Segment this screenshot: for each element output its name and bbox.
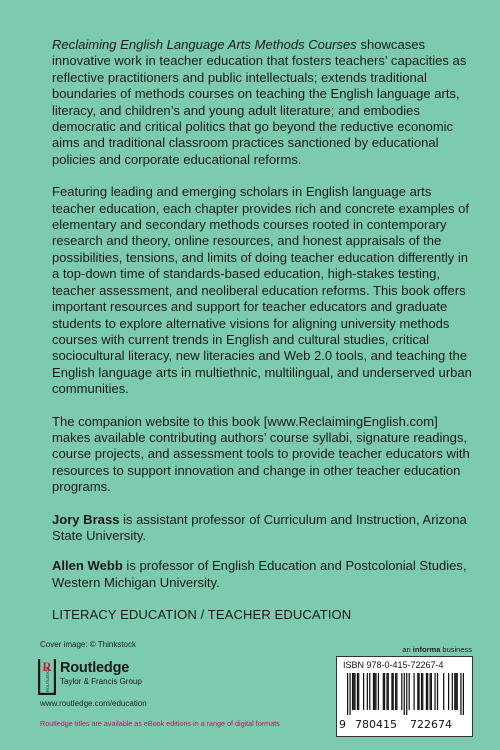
barcode-bar [418,673,419,710]
barcode-bar [455,673,456,710]
barcode-bar [434,673,435,710]
barcode-bar [378,673,379,710]
publisher-url: www.routledge.com/education [40,699,147,708]
barcode-bar [414,673,415,710]
barcode-bar [349,673,350,715]
ebook-availability-note: Routledge titles are available as eBook editions in a range of digital formats [40,719,280,728]
barcode-digit-group: 9 [339,718,346,731]
barcode-bar [363,673,364,710]
barcode-bar [404,673,405,715]
barcode-bar [437,673,438,710]
isbn-label: ISBN 978-0-415-72267-4 [343,660,444,670]
barcode-bar [383,673,384,710]
barcode-bar [406,673,407,715]
barcode-bar [374,673,375,710]
barcode-bar [395,673,396,710]
barcode-bar [431,673,432,710]
publisher-block [38,659,258,695]
barcode-digit-group: 780415 [355,718,397,731]
author-name: Jory Brass [52,511,120,527]
svg-text:ROUTLEDGE: ROUTLEDGE [44,667,50,692]
barcode-bar [448,673,449,710]
barcode-bar [417,673,418,710]
barcode-bar [367,673,368,710]
barcode-bar [421,673,422,710]
barcode-bar [391,673,392,710]
barcode-digit-group: 722674 [410,718,452,731]
barcode-bar [375,673,376,710]
barcode-bar [369,673,370,710]
author-name: Allen Webb [52,558,123,574]
cover-image-credit: Cover image: © Thinkstock [40,640,137,649]
publisher-group: Taylor & Francis Group [60,677,142,686]
barcode-bar [396,673,397,710]
barcode-bar [457,673,458,710]
barcode-bar [401,673,402,710]
isbn-barcode [336,656,473,737]
author-bio-1: Jory Brass is assistant professor of Curriculum and Instruction, Arizona State University. [52,511,467,543]
barcode-bar [386,673,387,710]
barcode-bar [463,673,464,715]
barcode-digits [337,718,472,734]
barcode-bar [353,673,354,710]
companion-website-paragraph: The companion website to this book [www.ReclaimingEnglish.com] makes available contributing authors’ course syllabi, signature readings, course projects, and assessment tools to provide teacher educators with resources to support innovation and change in other teacher education programs. [52,413,470,495]
description-paragraph: Reclaiming English Language Arts Methods Courses showcases innovative work in teacher education that fosters teachers’ capacities as reflective practitioners and public intellectuals; extends traditional boundaries of methods courses on teaching the English language arts, literacy, and children’s and young adult literature; and embodies democratic and critical politics that go beyond the reductive economic aims and traditional classroom practices sanctioned by educational policies and corporate educational reforms. [52,37,467,167]
barcode-bar [373,673,374,710]
author-bio-2: Allen Webb is professor of English Education and Postcolonial Studies, Western Michigan University. [52,558,467,590]
publisher-name: Routledge [60,660,130,676]
barcode-bar [388,673,389,710]
subject-category: LITERACY EDUCATION / TEACHER EDUCATION [52,607,352,623]
barcode-bar [384,673,385,710]
barcode-bar [409,673,410,710]
barcode-bar [452,673,453,710]
barcode-icon [347,673,464,715]
barcode-bar [347,673,348,715]
barcode-bar [352,673,353,710]
informa-business-tag: an informa business [402,645,472,654]
features-paragraph: Featuring leading and emerging scholars in English language arts teacher education, each chapter provides rich and concrete examples of elementary and secondary methods courses rooted in contemporary research and theory, online resources, and honest appraisals of the possibilities, tensions, and limits of doing teacher education differently in a top-down time of standards-based education, high-stakes testing, teacher assessment, and neoliberal education reforms. This book offers important resources and support for teacher educators and graduate students to explore alternative visions for aligning university methods courses with current trends in English and cultural studies, critical sociocultural literacy, new literacies and Web 2.0 tools, and teaching the English language arts in multiethnic, multilingual, and underserved urban communities. [52,184,472,397]
book-title: Reclaiming English Language Arts Methods Courses [52,37,357,52]
barcode-bar [430,673,431,710]
barcode-bar [393,673,394,710]
back-cover-blurb [52,37,472,624]
barcode-bar [460,673,461,715]
barcode-bar [357,673,358,710]
barcode-bar [427,673,428,710]
barcode-bar [443,673,444,710]
barcode-bar [354,673,355,710]
barcode-bar [454,673,455,710]
barcode-bar [358,673,359,710]
barcode-bar [426,673,427,710]
routledge-logo-icon [38,659,56,695]
svg-text:R: R [42,659,52,674]
barcode-bar [422,673,423,710]
